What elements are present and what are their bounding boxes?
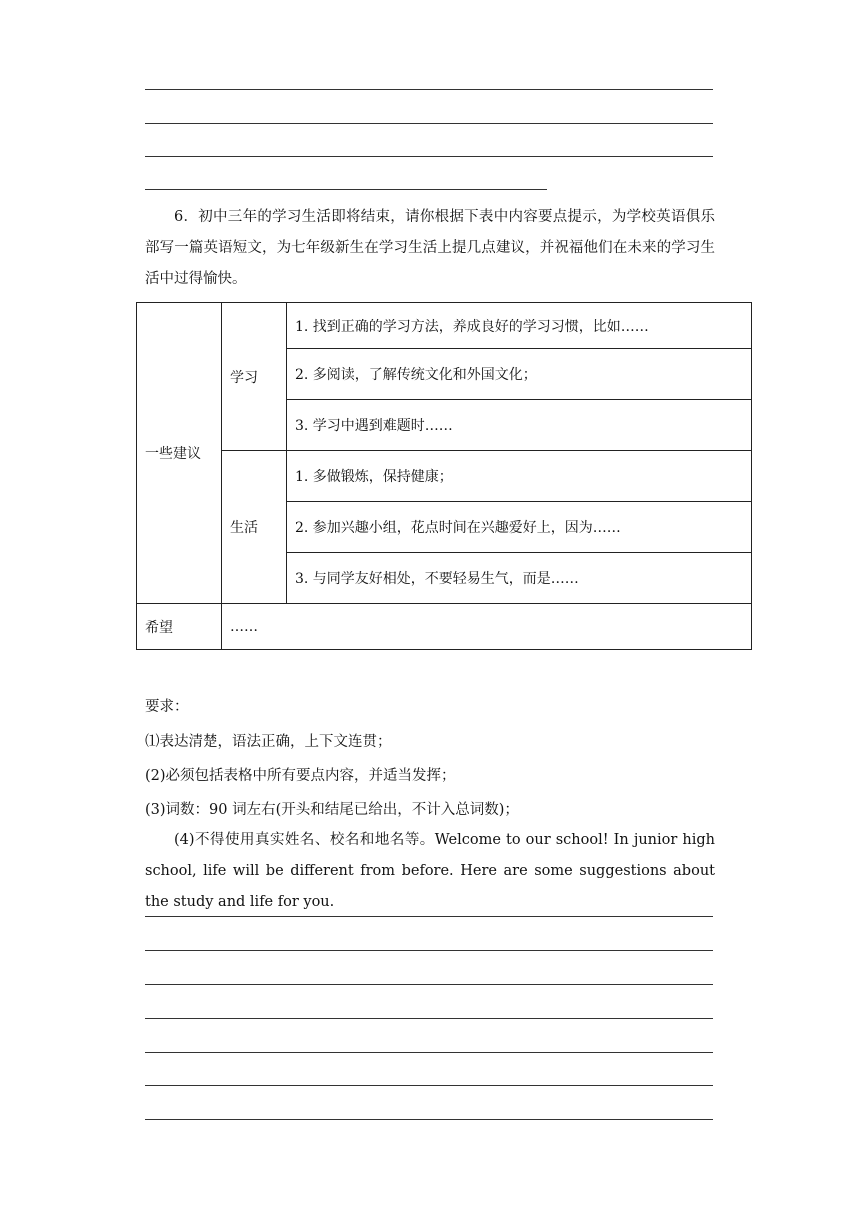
points-table	[136, 302, 752, 650]
answer-line	[145, 950, 713, 951]
study-item: 2. 多阅读，了解传统文化和外国文化；	[287, 349, 752, 400]
answer-line	[145, 1018, 713, 1019]
answer-line	[145, 1085, 713, 1086]
requirement-item: (2)必须包括表格中所有要点内容，并适当发挥；	[145, 768, 456, 784]
suggestions-label: 一些建议	[137, 303, 222, 604]
life-item: 2. 参加兴趣小组，花点时间在兴趣爱好上，因为……	[287, 502, 752, 553]
hope-value: ……	[222, 604, 752, 650]
answer-line	[145, 916, 713, 917]
answer-line	[145, 984, 713, 985]
writing-line	[145, 156, 713, 157]
hope-label: 希望	[137, 604, 222, 650]
study-item: 1. 找到正确的学习方法，养成良好的学习习惯，比如……	[287, 303, 752, 349]
requirement-item: (3)词数：90 词左右(开头和结尾已给出，不计入总词数)；	[145, 802, 519, 818]
requirement-item-4: (4)不得使用真实姓名、校名和地名等。Welcome to our school! In junior high school, life will be different from before. Here are some suggestions about the study and life for you.	[145, 832, 715, 910]
writing-line	[145, 123, 713, 124]
requirements-heading: 要求：	[145, 699, 189, 715]
answer-line	[145, 1119, 713, 1120]
writing-line	[145, 189, 547, 190]
life-item: 1. 多做锻炼，保持健康；	[287, 451, 752, 502]
study-item: 3. 学习中遇到难题时……	[287, 400, 752, 451]
study-label: 学习	[222, 303, 287, 451]
answer-line	[145, 1052, 713, 1053]
life-label: 生活	[222, 451, 287, 604]
writing-line	[145, 89, 713, 90]
life-item: 3. 与同学友好相处，不要轻易生气，而是……	[287, 553, 752, 604]
question-intro: 6．初中三年的学习生活即将结束，请你根据下表中内容要点提示，为学校英语俱乐部写一篇英语短文，为七年级新生在学习生活上提几点建议，并祝福他们在未来的学习生活中过得愉快。	[145, 209, 715, 287]
requirement-item: ⑴表达清楚，语法正确，上下文连贯；	[145, 734, 392, 750]
